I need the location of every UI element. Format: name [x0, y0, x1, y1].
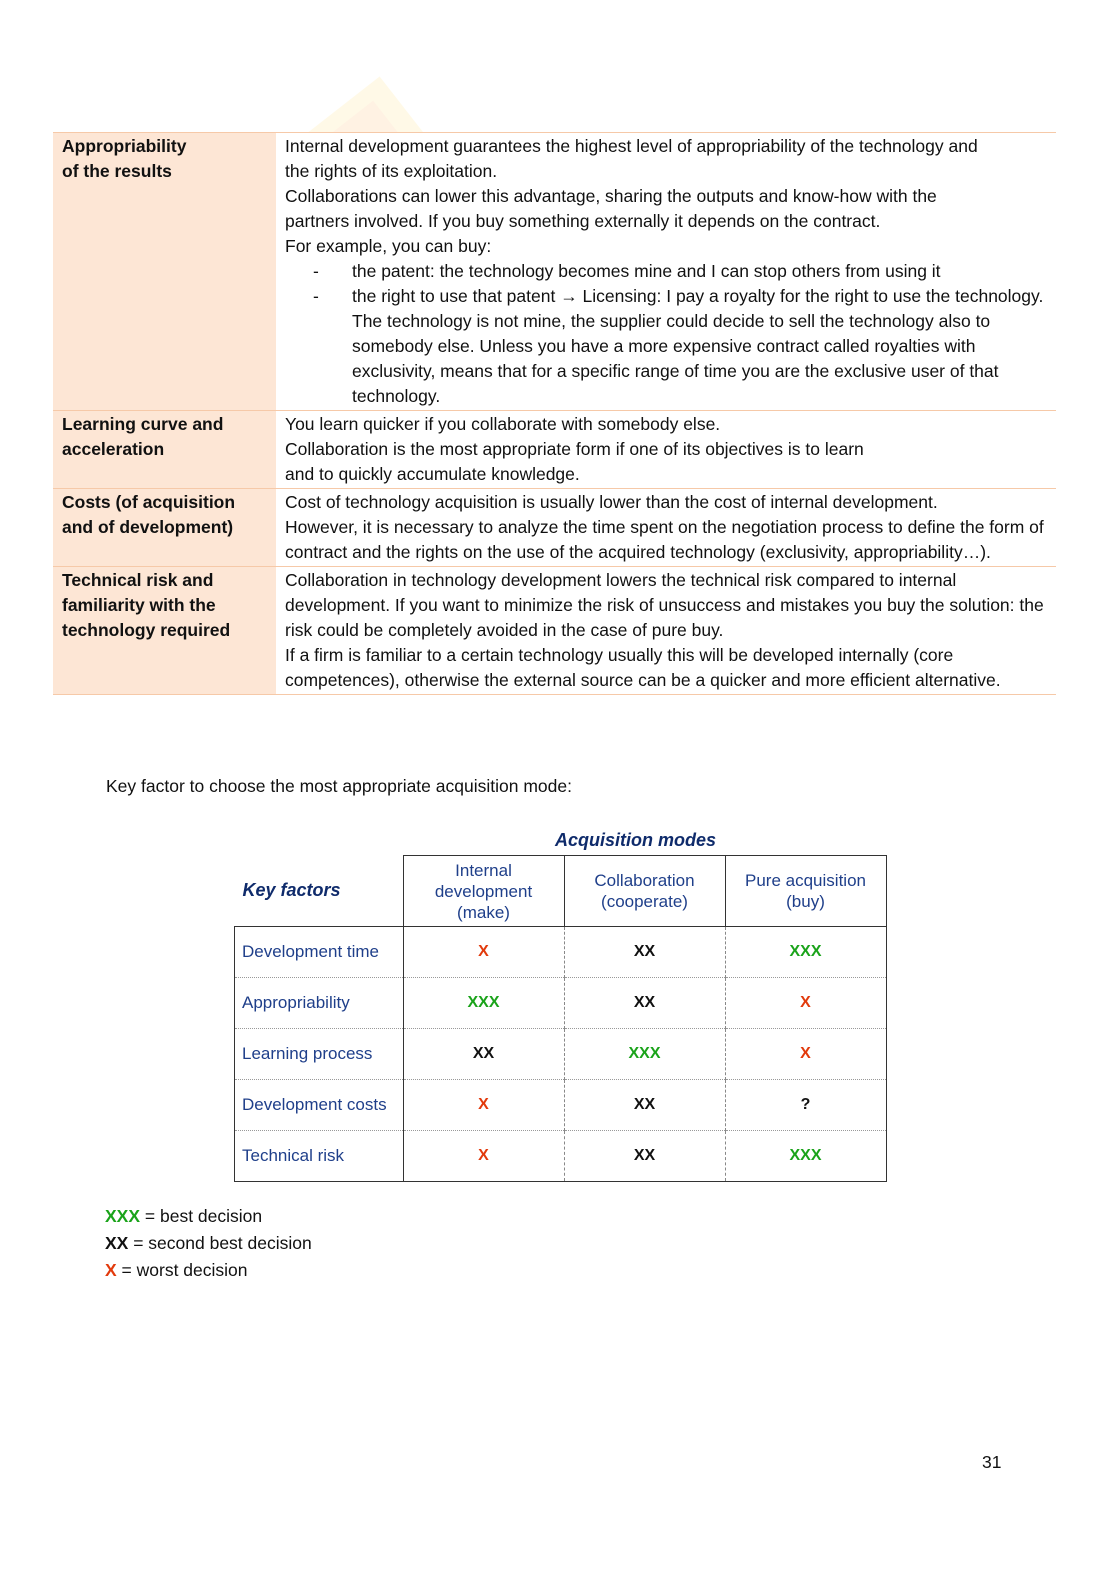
- matrix-factor: Technical risk: [235, 1131, 404, 1182]
- matrix-value: XX: [403, 1029, 564, 1080]
- matrix-value: XXX: [564, 1029, 725, 1080]
- matrix-value: X: [725, 1029, 886, 1080]
- matrix-factor: Development time: [235, 927, 404, 978]
- matrix-value: X: [403, 1131, 564, 1182]
- legend: [105, 1203, 312, 1284]
- description-line: Internal development guarantees the highest level of appropriability of the technology and: [285, 136, 978, 156]
- mode-header-buy: [725, 856, 886, 927]
- criteria-row: [53, 567, 1056, 695]
- mode-header-line: (buy): [786, 892, 825, 911]
- matrix-value: XX: [564, 927, 725, 978]
- acquisition-matrix: [234, 855, 887, 1182]
- criteria-row: [53, 489, 1056, 567]
- mode-header-collaborate: [564, 856, 725, 927]
- matrix-value: X: [403, 927, 564, 978]
- criteria-description: [276, 489, 1056, 567]
- description-bullet: [313, 259, 1048, 284]
- matrix-title: Acquisition modes: [555, 830, 717, 850]
- mode-header-line: Pure acquisition: [745, 871, 866, 890]
- description-line: Collaborations can lower this advantage, sharing the outputs and know-how with the: [285, 186, 937, 206]
- criteria-factor: Technical risk and familiarity with the technology required: [53, 567, 276, 695]
- matrix-value: XXX: [725, 927, 886, 978]
- matrix-value: X: [725, 978, 886, 1029]
- matrix-value: XXX: [403, 978, 564, 1029]
- legend-symbol: X: [105, 1260, 117, 1280]
- description-bullet: [313, 284, 1048, 409]
- matrix-value: XX: [564, 1131, 725, 1182]
- mode-header-line: development: [434, 881, 533, 901]
- mode-header-line: (make): [457, 902, 510, 922]
- criteria-row: [53, 133, 1056, 411]
- bullet-dash: -: [313, 261, 319, 281]
- description-line: You learn quicker if you collaborate with somebody else.: [285, 414, 721, 434]
- matrix-row: [235, 1080, 887, 1131]
- mode-header-line: Internal: [455, 860, 512, 880]
- description-line: Collaboration in technology development lowers the technical risk compared to internal development. If you want to minimize the risk of unsuccess and mistakes you buy the solution: the risk could be completely avoided in the case of pure buy.: [285, 570, 1044, 640]
- description-line: and to quickly accumulate knowledge.: [285, 464, 580, 484]
- bullet-dash: -: [313, 286, 319, 306]
- legend-symbol: XXX: [105, 1206, 141, 1226]
- criteria-description: [276, 411, 1056, 489]
- legend-item: [105, 1203, 312, 1230]
- bullet-text: the patent: the technology becomes mine and I can stop others from using it: [352, 261, 941, 281]
- matrix-factor: Development costs: [235, 1080, 404, 1131]
- description-line: the rights of its exploitation.: [285, 161, 498, 181]
- matrix-value: XX: [564, 1080, 725, 1131]
- criteria-factor: Appropriability of the results: [53, 133, 276, 411]
- legend-item: [105, 1257, 312, 1284]
- matrix-factor: Learning process: [235, 1029, 404, 1080]
- matrix-row: [235, 927, 887, 978]
- description-line: Collaboration is the most appropriate form if one of its objectives is to learn: [285, 439, 864, 459]
- criteria-description: [276, 567, 1056, 695]
- page-number: 31: [982, 1452, 1002, 1472]
- matrix-row: [235, 978, 887, 1029]
- legend-item: [105, 1230, 312, 1257]
- description-line: If a firm is familiar to a certain technology usually this will be developed internally (core competences), otherwise the external source can be a quicker and more efficient alternative.: [285, 645, 1001, 690]
- mode-header-make: [403, 856, 564, 927]
- legend-text: = best decision: [140, 1206, 263, 1226]
- criteria-table: [53, 132, 1056, 695]
- description-line: However, it is necessary to analyze the time spent on the negotiation process to define the form of contract and the rights on the use of the acquired technology (exclusivity, appropriability…).: [285, 517, 1044, 562]
- criteria-factor: Costs (of acquisition and of development): [53, 489, 276, 567]
- legend-text: = worst decision: [116, 1260, 248, 1280]
- description-line: Cost of technology acquisition is usually lower than the cost of internal development.: [285, 492, 938, 512]
- description-line: For example, you can buy:: [285, 236, 492, 256]
- criteria-description: [276, 133, 1056, 411]
- mode-header-line: (cooperate): [601, 892, 688, 911]
- matrix-value: X: [403, 1080, 564, 1131]
- criteria-row: [53, 411, 1056, 489]
- legend-symbol: XX: [105, 1233, 129, 1253]
- matrix-row: [235, 1131, 887, 1182]
- criteria-factor: Learning curve and acceleration: [53, 411, 276, 489]
- bullet-text: the right to use that patent → Licensing: I pay a royalty for the right to use the technology. The technology is not mine, the supplier could decide to sell the technology also to somebody else. Unless you have a more expensive contract called royalties with exclusivity, means that for a specific range of time you are the exclusive user of that technology.: [352, 286, 1044, 406]
- mode-header-line: Collaboration: [594, 871, 695, 890]
- matrix-value: XXX: [725, 1131, 886, 1182]
- matrix-header-row: [235, 856, 887, 927]
- matrix-value: ?: [725, 1080, 886, 1131]
- key-factors-label: Key factors: [242, 880, 341, 901]
- intro-text: Key factor to choose the most appropriate acquisition mode:: [106, 776, 572, 796]
- matrix-factor: Appropriability: [235, 978, 404, 1029]
- description-line: partners involved. If you buy something externally it depends on the contract.: [285, 211, 881, 231]
- legend-text: = second best decision: [128, 1233, 312, 1253]
- matrix-row: [235, 1029, 887, 1080]
- matrix-value: XX: [564, 978, 725, 1029]
